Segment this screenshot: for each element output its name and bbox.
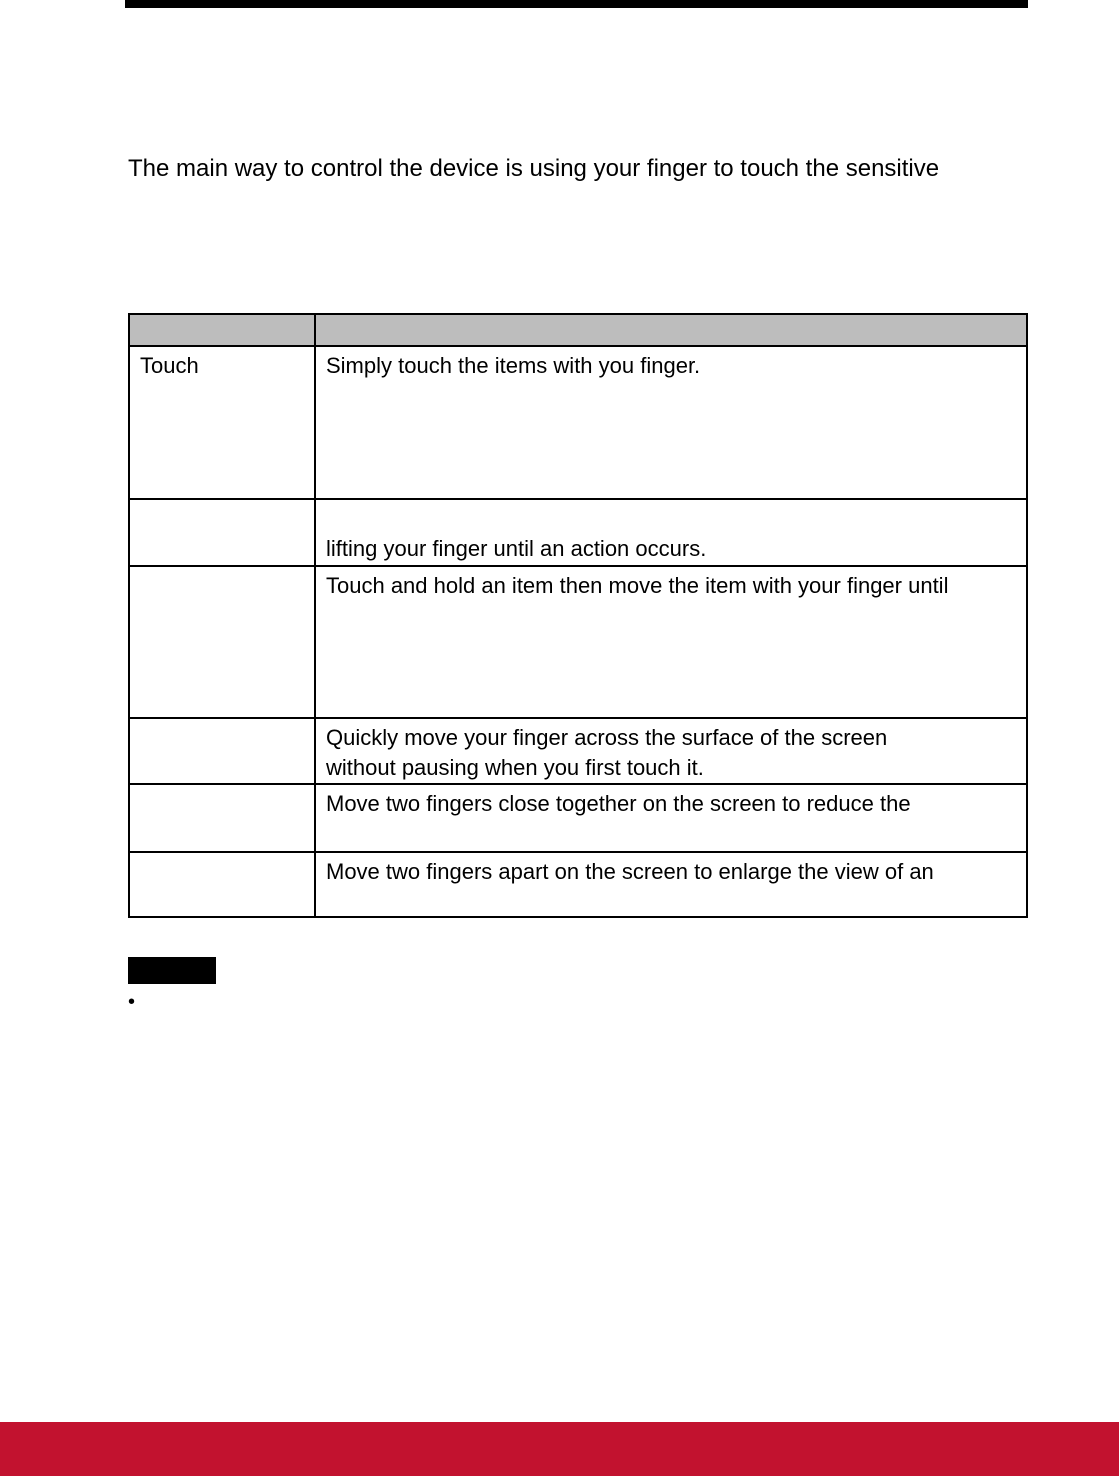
gesture-cell xyxy=(129,852,315,917)
description-cell: Move two fingers close together on the screen to reduce the xyxy=(315,784,1027,852)
note-badge xyxy=(128,957,216,984)
gesture-cell: Touch xyxy=(129,346,315,499)
note-bullet: • xyxy=(128,991,136,1013)
table-header-row xyxy=(129,314,1027,346)
description-line: without pausing when you first touch it. xyxy=(326,755,704,780)
description-cell: Move two fingers apart on the screen to enlarge the view of an xyxy=(315,852,1027,917)
table-row xyxy=(129,852,1027,917)
gesture-table xyxy=(128,313,1028,918)
description-cell: Touch and hold an item then move the item with your finger until xyxy=(315,566,1027,718)
description-line xyxy=(326,504,1016,534)
table-row xyxy=(129,718,1027,784)
header-description xyxy=(315,314,1027,346)
table-row xyxy=(129,566,1027,718)
table-row xyxy=(129,499,1027,566)
table-row xyxy=(129,784,1027,852)
description-cell: Simply touch the items with you finger. xyxy=(315,346,1027,499)
gesture-cell xyxy=(129,718,315,784)
footer-bar xyxy=(0,1422,1119,1476)
gesture-cell xyxy=(129,784,315,852)
intro-paragraph: The main way to control the device is using your finger to touch the sensitive xyxy=(128,155,940,182)
gesture-cell xyxy=(129,566,315,718)
gesture-cell xyxy=(129,499,315,566)
description-line: Quickly move your finger across the surface of the screen xyxy=(326,725,888,750)
description-cell xyxy=(315,718,1027,784)
table-row xyxy=(129,346,1027,499)
header-gesture xyxy=(129,314,315,346)
top-rule xyxy=(125,0,1028,8)
description-cell xyxy=(315,499,1027,566)
description-line: lifting your finger until an action occurs. xyxy=(326,536,707,561)
